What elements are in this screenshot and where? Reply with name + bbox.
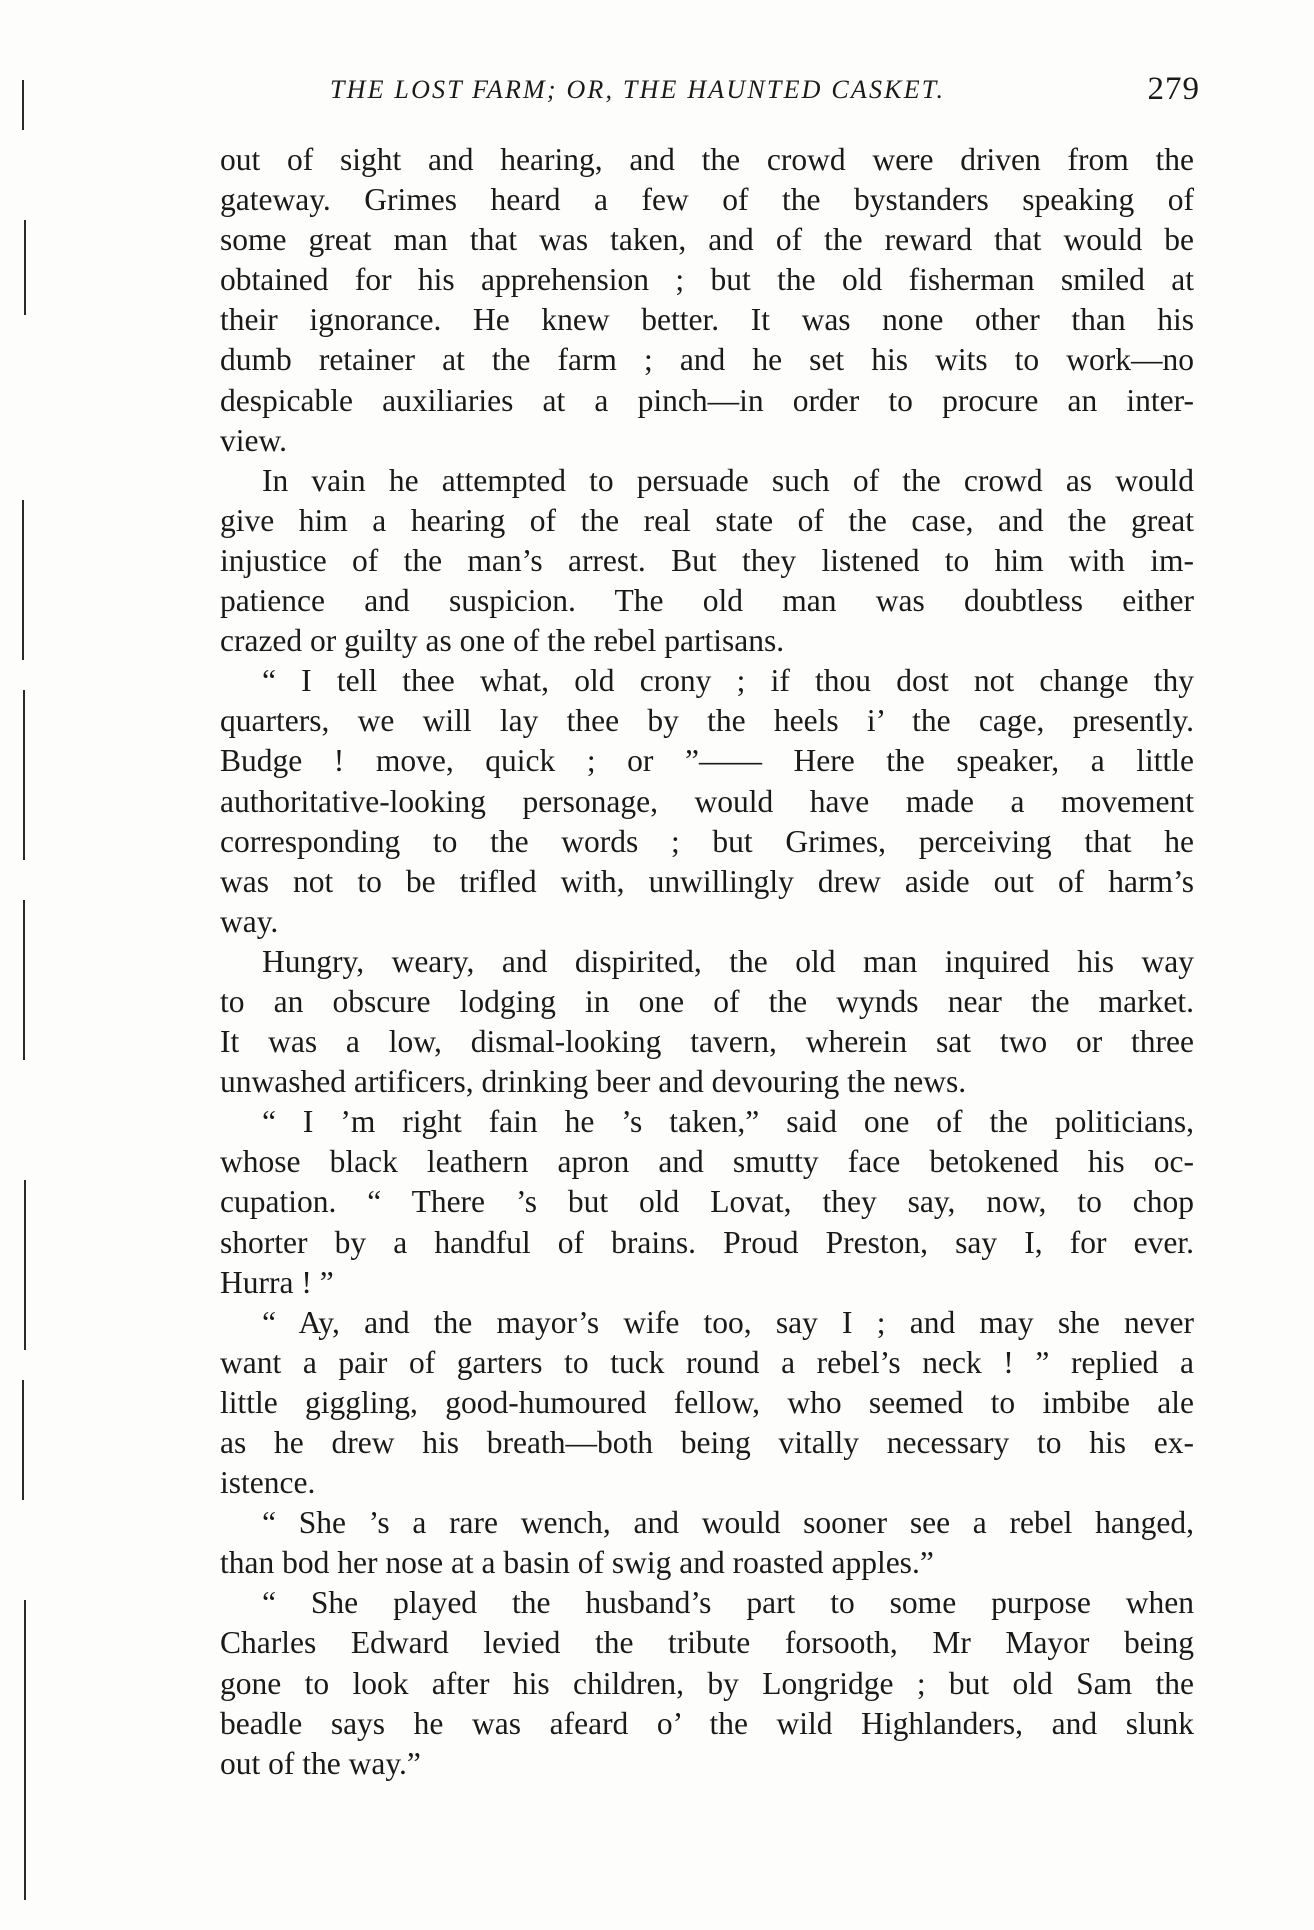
text-line: Hungry, weary, and dispirited, the old man inquired his way [262, 943, 1194, 979]
text-line: dumb retainer at the farm ; and he set his wits to work—no [220, 342, 1194, 378]
text-line: some great man that was taken, and of the reward that would be [220, 222, 1194, 258]
page-number: 279 [1147, 71, 1200, 107]
text-line: “ I ’m right fain he ’s taken,” said one of the politicians, [262, 1104, 1194, 1140]
text-line: their ignorance. He knew better. It was none other than his [220, 302, 1194, 338]
text-line: obtained for his apprehension ; but the old fisherman smiled at [220, 262, 1194, 298]
text-line: whose black leathern apron and smutty face betokened his oc- [220, 1144, 1194, 1180]
scan-gutter-mark [22, 80, 24, 130]
text-line: beadle says he was afeard o’ the wild Highlanders, and slunk [220, 1705, 1194, 1741]
text-line: “ She ’s a rare wench, and would sooner see a rebel hanged, [262, 1505, 1194, 1541]
text-line: corresponding to the words ; but Grimes, perceiving that he [220, 823, 1194, 859]
text-line: was not to be trifled with, unwillingly drew aside out of harm’s [220, 863, 1194, 899]
text-line: cupation. “ There ’s but old Lovat, they say, now, to chop [220, 1184, 1194, 1220]
text-line: as he drew his breath—both being vitally necessary to his ex- [220, 1425, 1194, 1460]
text-line: In vain he attempted to persuade such of the crowd as would [262, 462, 1194, 498]
text-line: view. [220, 422, 288, 458]
text-line: quarters, we will lay thee by the heels i’ the cage, presently. [220, 703, 1194, 739]
text-line: Charles Edward levied the tribute forsooth, Mr Mayor being [220, 1625, 1194, 1661]
scan-gutter-mark [24, 1600, 26, 1900]
page-header [220, 71, 1200, 115]
text-line: shorter by a handful of brains. Proud Preston, say I, for ever. [220, 1224, 1194, 1260]
text-line: gone to look after his children, by Longridge ; but old Sam the [220, 1665, 1194, 1701]
text-line: than bod her nose at a basin of swig and roasted apples.” [220, 1545, 934, 1581]
text-line: authoritative-looking personage, would have made a movement [220, 783, 1194, 819]
text-line: little giggling, good-humoured fellow, who seemed to imbibe ale [220, 1384, 1194, 1420]
text-line: “ I tell thee what, old crony ; if thou dost not change thy [262, 663, 1194, 699]
text-line: to an obscure lodging in one of the wynds near the market. [220, 983, 1194, 1019]
text-line: “ She played the husband’s part to some purpose when [262, 1585, 1194, 1621]
scan-gutter-mark [22, 1380, 24, 1500]
text-line: way. [220, 903, 279, 939]
text-line: want a pair of garters to tuck round a rebel’s neck ! ” replied a [220, 1344, 1194, 1380]
scan-gutter-mark [23, 690, 25, 860]
text-line: unwashed artificers, drinking beer and devouring the news. [220, 1064, 967, 1100]
running-title: THE LOST FARM; OR, THE HAUNTED CASKET. [330, 75, 946, 104]
scan-gutter-mark [23, 900, 25, 1060]
scan-gutter-mark [24, 1180, 26, 1350]
text-line: It was a low, dismal-looking tavern, wherein sat two or three [220, 1024, 1194, 1060]
body-text [220, 140, 1194, 1784]
text-line: crazed or guilty as one of the rebel partisans. [220, 623, 785, 659]
text-line: Budge ! move, quick ; or ”—— Here the speaker, a little [220, 743, 1194, 779]
text-line: istence. [220, 1465, 316, 1501]
text-line: despicable auxiliaries at a pinch—in order to procure an inter- [220, 382, 1194, 418]
text-line: out of sight and hearing, and the crowd were driven from the [220, 142, 1194, 177]
text-line: out of the way.” [220, 1745, 421, 1781]
text-line: give him a hearing of the real state of the case, and the great [220, 502, 1194, 538]
text-line: patience and suspicion. The old man was doubtless either [220, 583, 1194, 619]
scan-gutter-mark [22, 500, 24, 660]
scan-gutter-mark [24, 220, 26, 315]
text-line: “ Ay, and the mayor’s wife too, say I ; and may she never [262, 1304, 1194, 1340]
text-line: injustice of the man’s arrest. But they listened to him with im- [220, 542, 1194, 578]
text-line: gateway. Grimes heard a few of the bystanders speaking of [220, 182, 1194, 218]
text-line: Hurra ! ” [220, 1264, 334, 1300]
